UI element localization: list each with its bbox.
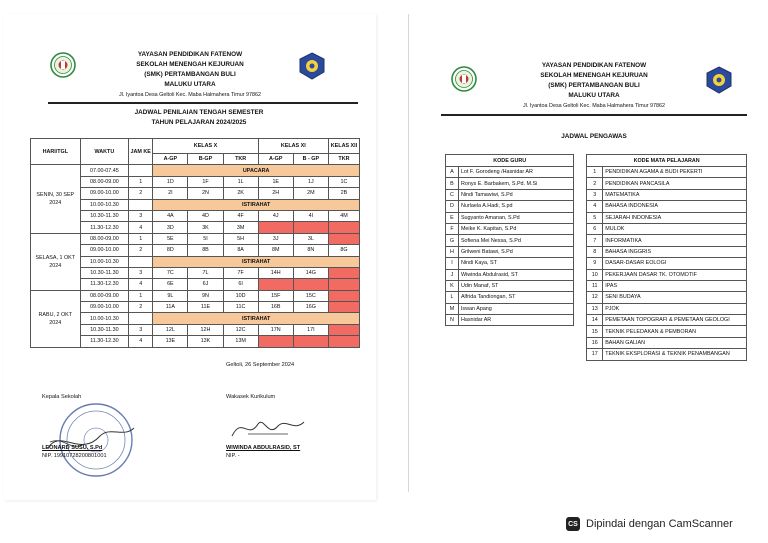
- header-kelas-x: KELAS X: [153, 139, 258, 154]
- subheader: A-GP: [258, 154, 293, 165]
- subject-name: INFORMATIKA: [603, 235, 747, 246]
- scanner-label: Dipindai dengan CamScanner: [586, 518, 733, 530]
- subject-cell: [258, 279, 293, 290]
- subject-number: 8: [587, 246, 603, 257]
- teacher-name: Meike K. Kapitan, S.Pd: [458, 223, 573, 234]
- subject-number: 3: [587, 189, 603, 200]
- supervisor-row: [446, 349, 747, 360]
- teacher-name: Sugyanto Amanan, S.Pd: [458, 212, 573, 223]
- schedule-row: [31, 188, 360, 199]
- letterhead-address: Jl. Iyantoa Desa Geltoli Kec. Maba Halmahera Timur 97862: [522, 103, 666, 109]
- subject-cell: 3L: [293, 233, 328, 244]
- subject-cell: 4M: [328, 210, 359, 221]
- time-cell: 10.00-10.30: [80, 313, 129, 324]
- subject-cell: 8G: [328, 245, 359, 256]
- subject-cell: 16B: [258, 302, 293, 313]
- subject-cell: 9N: [188, 290, 223, 301]
- subject-number: 11: [587, 280, 603, 291]
- schedule-row: [31, 302, 360, 313]
- jam-cell: 1: [129, 290, 153, 301]
- subject-name: TEKNIK PELEDAKAN & PEMBORAN: [603, 326, 747, 337]
- subject-number: 5: [587, 212, 603, 223]
- subject-name: MULOK: [603, 223, 747, 234]
- subject-cell: 1D: [153, 176, 188, 187]
- subject-cell: 7L: [188, 267, 223, 278]
- school-emblem-icon: [451, 66, 477, 92]
- curriculum-signature-block: [226, 393, 275, 401]
- letterhead-divider: [441, 114, 747, 116]
- subject-name: DASAR-DASAR EOLOGI: [603, 258, 747, 269]
- schedule-row: [31, 233, 360, 244]
- subject-cell: 11E: [188, 302, 223, 313]
- time-cell: 07.00-07.45: [80, 165, 129, 176]
- schedule-row: [31, 313, 360, 324]
- jam-cell: 3: [129, 210, 153, 221]
- subject-name: SEJARAH INDONESIA: [603, 212, 747, 223]
- jam-cell: 2: [129, 188, 153, 199]
- jam-cell: 4: [129, 222, 153, 233]
- letterhead-line2: SEKOLAH MENENGAH KEJURUAN: [136, 61, 244, 68]
- schedule-row: [31, 256, 360, 267]
- schedule-row: [31, 210, 360, 221]
- schedule-row: [31, 279, 360, 290]
- subject-name: PEMETAAN TOPOGRAFI & PEMETAAN GEOLOGI: [603, 315, 747, 326]
- subject-cell: 11A: [153, 302, 188, 313]
- subject-cell: 12L: [153, 324, 188, 335]
- subject-cell: 16G: [293, 302, 328, 313]
- jam-cell: 3: [129, 267, 153, 278]
- jam-cell: 2: [129, 302, 153, 313]
- principal-name: LEONARD SUSU, S.Pd: [42, 445, 103, 451]
- subject-cell: 11C: [223, 302, 258, 313]
- time-cell: 11.30-12.30: [80, 336, 129, 347]
- subject-cell: 10D: [223, 290, 258, 301]
- supervisor-row: [446, 178, 747, 189]
- subject-cell: 12C: [223, 324, 258, 335]
- subject-name: BAHASA INGGRIS: [603, 246, 747, 257]
- scanner-badge: [566, 516, 733, 532]
- subject-cell: 2M: [293, 188, 328, 199]
- supervisor-row: [446, 235, 747, 246]
- time-cell: 10.00-10.30: [80, 199, 129, 210]
- jam-cell: 2: [129, 245, 153, 256]
- subject-cell: 15C: [293, 290, 328, 301]
- schedule-row: [31, 267, 360, 278]
- jam-cell: [129, 313, 153, 324]
- subject-cell: 2N: [188, 188, 223, 199]
- subject-name: PJOK: [603, 303, 747, 314]
- city-date: Geltoli, 26 September 2024: [226, 362, 295, 368]
- left-page: [4, 14, 376, 500]
- wakasek-title: Wakasek Kurikulum: [226, 394, 276, 400]
- supervisor-row: [446, 212, 747, 223]
- time-cell: 10.30-11.30: [80, 210, 129, 221]
- subject-cell: [328, 279, 359, 290]
- header-hari: HARI/TGL: [31, 139, 81, 165]
- jam-cell: 4: [129, 336, 153, 347]
- subject-cell: [328, 302, 359, 313]
- day-label: RABU, 2 OKT 2024: [31, 290, 81, 347]
- supervisor-row: [446, 292, 747, 303]
- subject-cell: 2K: [223, 188, 258, 199]
- subject-cell: 15F: [258, 290, 293, 301]
- subject-number: 16: [587, 337, 603, 348]
- subject-number: 2: [587, 178, 603, 189]
- schedule-title-line2: TAHUN PELAJARAN 2024/2025: [151, 119, 247, 126]
- subject-cell: 8B: [188, 245, 223, 256]
- subject-cell: 6I: [223, 279, 258, 290]
- subject-cell: [328, 324, 359, 335]
- time-cell: 08.00-09.00: [80, 233, 129, 244]
- teacher-name: Lot F. Gorodeng /Hasnidar AR: [458, 167, 573, 178]
- letterhead-line4: MALUKU UTARA: [568, 92, 620, 99]
- subheader: B-GP: [188, 154, 223, 165]
- subject-cell: 5H: [223, 233, 258, 244]
- time-cell: 09.00-10.00: [80, 188, 129, 199]
- subject-cell: 1C: [328, 176, 359, 187]
- subject-cell: [328, 290, 359, 301]
- subject-cell: 8M: [258, 245, 293, 256]
- subject-cell: 4D: [188, 210, 223, 221]
- supervisor-row: [446, 167, 747, 178]
- supervisor-row: [446, 223, 747, 234]
- header-kode-mapel: KODE MATA PELAJARAN: [587, 155, 747, 167]
- subject-cell: 2B: [328, 188, 359, 199]
- subject-cell: 13E: [153, 336, 188, 347]
- school-emblem-icon: [50, 52, 76, 78]
- subject-cell: 14H: [258, 267, 293, 278]
- teacher-code: B: [446, 178, 459, 189]
- subject-name: BAHAN GALIAN: [603, 337, 747, 348]
- wakasek-nip: NIP. -: [226, 453, 240, 459]
- jam-cell: 4: [129, 279, 153, 290]
- subject-cell: 13K: [188, 336, 223, 347]
- subject-name: PENDIDIKAN AGAMA & BUDI PEKERTI: [603, 167, 747, 178]
- teacher-code: K: [446, 280, 459, 291]
- header-jam: JAM KE: [129, 139, 153, 165]
- subject-number: 12: [587, 292, 603, 303]
- day-label: SELASA, 1 OKT 2024: [31, 233, 81, 290]
- jam-cell: 1: [129, 176, 153, 187]
- subject-number: 14: [587, 315, 603, 326]
- time-cell: 09.00-10.00: [80, 245, 129, 256]
- subject-cell: 8N: [293, 245, 328, 256]
- subject-number: 10: [587, 269, 603, 280]
- letterhead-divider: [48, 102, 358, 104]
- teacher-name: Udin Manaf, ST: [458, 280, 573, 291]
- subject-number: 6: [587, 223, 603, 234]
- header-waktu: WAKTU: [80, 139, 129, 165]
- subject-cell: 8A: [223, 245, 258, 256]
- subject-cell: 5E: [153, 233, 188, 244]
- subject-number: 9: [587, 258, 603, 269]
- subject-cell: 3K: [188, 222, 223, 233]
- time-cell: 11.30-12.30: [80, 279, 129, 290]
- header-kelas-xii: KELAS XII: [328, 139, 359, 154]
- supervisor-row: [446, 303, 747, 314]
- teacher-name: Sofiena Mei Nessa, S.Pd: [458, 235, 573, 246]
- subject-number: 4: [587, 201, 603, 212]
- supervisor-row: [446, 315, 747, 326]
- supervisor-title: JADWAL PENGAWAS: [561, 133, 627, 140]
- teacher-code: N: [446, 315, 459, 326]
- subject-cell: [293, 222, 328, 233]
- subheader: B - GP: [293, 154, 328, 165]
- subheader: A-GP: [153, 154, 188, 165]
- official-stamp-icon: [40, 398, 138, 487]
- time-cell: 08.00-09.00: [80, 176, 129, 187]
- subject-cell: 14G: [293, 267, 328, 278]
- time-cell: 08.00-09.00: [80, 290, 129, 301]
- subject-cell: 6J: [188, 279, 223, 290]
- subject-name: PENDIDIKAN PANCASILA: [603, 178, 747, 189]
- government-emblem-icon: [298, 52, 326, 80]
- teacher-name: Iswan Apang: [458, 303, 573, 314]
- supervisor-row: [446, 337, 747, 348]
- letterhead-line3: (SMK) PERTAMBANGAN BULI: [548, 82, 640, 89]
- band-cell: ISTIRAHAT: [153, 256, 360, 267]
- subject-cell: 1J: [293, 176, 328, 187]
- header-kode-guru: KODE GURU: [446, 155, 574, 167]
- subject-cell: 12H: [188, 324, 223, 335]
- subject-cell: 5I: [188, 233, 223, 244]
- teacher-name: Alfrida Tandiongan, ST: [458, 292, 573, 303]
- supervisor-row: [446, 269, 747, 280]
- letterhead-line2: SEKOLAH MENENGAH KEJURUAN: [540, 72, 648, 79]
- subject-cell: 4F: [223, 210, 258, 221]
- exam-schedule-table: [30, 138, 360, 348]
- schedule-title-line1: JADWAL PENILAIAN TENGAH SEMESTER: [134, 109, 264, 116]
- teacher-name: Grilweni Batawi, S.Pd: [458, 246, 573, 257]
- subject-cell: 7F: [223, 267, 258, 278]
- subject-number: 17: [587, 349, 603, 360]
- time-cell: 09.00-10.00: [80, 302, 129, 313]
- teacher-code: E: [446, 212, 459, 223]
- teacher-name: Nindi Tamawiwi, S.Pd: [458, 189, 573, 200]
- subheader: TKR: [223, 154, 258, 165]
- band-cell: ISTIRAHAT: [153, 199, 360, 210]
- subject-cell: [328, 267, 359, 278]
- jam-cell: 1: [129, 233, 153, 244]
- jam-cell: [129, 256, 153, 267]
- jam-cell: [129, 165, 153, 176]
- teacher-code: H: [446, 246, 459, 257]
- subject-cell: 17N: [258, 324, 293, 335]
- subject-cell: [328, 336, 359, 347]
- schedule-row: [31, 199, 360, 210]
- letterhead-line1: YAYASAN PENDIDIKAN FATENOW: [541, 62, 647, 69]
- subject-number: 13: [587, 303, 603, 314]
- schedule-row: [31, 165, 360, 176]
- subject-cell: 4J: [258, 210, 293, 221]
- band-cell: ISTIRAHAT: [153, 313, 360, 324]
- camscanner-icon: CS: [566, 517, 580, 531]
- subject-cell: 1F: [188, 176, 223, 187]
- subject-cell: 13M: [223, 336, 258, 347]
- teacher-code: G: [446, 235, 459, 246]
- schedule-row: [31, 336, 360, 347]
- subject-cell: 2I: [153, 188, 188, 199]
- subject-name: TEKNIK EKSPLORASI & TEKNIK PENAMBANGAN: [603, 349, 747, 360]
- subject-cell: 4I: [293, 210, 328, 221]
- subject-number: 15: [587, 326, 603, 337]
- schedule-row: [31, 222, 360, 233]
- subject-cell: 8D: [153, 245, 188, 256]
- supervisor-row: [446, 258, 747, 269]
- subject-cell: 3J: [258, 233, 293, 244]
- subject-name: BAHASA INDONESIA: [603, 201, 747, 212]
- supervisor-row: [446, 326, 747, 337]
- teacher-code: I: [446, 258, 459, 269]
- government-emblem-icon: [705, 66, 733, 94]
- time-cell: 11.30-12.30: [80, 222, 129, 233]
- teacher-code: J: [446, 269, 459, 280]
- letterhead-line4: MALUKU UTARA: [164, 81, 216, 88]
- subject-cell: 6E: [153, 279, 188, 290]
- letterhead-line1: YAYASAN PENDIDIKAN FATENOW: [137, 51, 243, 58]
- principal-nip: NIP. 19910728200801001: [42, 453, 107, 459]
- subject-cell: 4A: [153, 210, 188, 221]
- teacher-code: D: [446, 201, 459, 212]
- supervisor-table: [445, 154, 747, 361]
- schedule-row: [31, 324, 360, 335]
- subheader: TKR: [328, 154, 359, 165]
- day-label: SENIN, 30 SEP 2024: [31, 165, 81, 233]
- supervisor-row: [446, 246, 747, 257]
- schedule-row: [31, 176, 360, 187]
- letterhead-line3: (SMK) PERTAMBANGAN BULI: [144, 71, 236, 78]
- schedule-row: [31, 245, 360, 256]
- subject-name: IPAS: [603, 280, 747, 291]
- schedule-row: [31, 290, 360, 301]
- teacher-code: A: [446, 167, 459, 178]
- subject-cell: 3M: [223, 222, 258, 233]
- subject-cell: [258, 222, 293, 233]
- supervisor-row: [446, 280, 747, 291]
- teacher-name: Nindi Kaya, ST: [458, 258, 573, 269]
- teacher-code: L: [446, 292, 459, 303]
- subject-cell: 1L: [223, 176, 258, 187]
- supervisor-row: [446, 189, 747, 200]
- subject-name: PEKERJAAN DASAR TK. OTOMOTIF: [603, 269, 747, 280]
- subject-cell: 3D: [153, 222, 188, 233]
- time-cell: 10.30-11.30: [80, 267, 129, 278]
- subject-number: 7: [587, 235, 603, 246]
- subject-cell: [258, 336, 293, 347]
- band-cell: UPACARA: [153, 165, 360, 176]
- subject-cell: 9L: [153, 290, 188, 301]
- letterhead-address: Jl. Iyantoa Desa Geltoli Kec. Maba Halmahera Timur 97862: [118, 92, 262, 98]
- teacher-name: Hasnidar AR: [458, 315, 573, 326]
- jam-cell: 3: [129, 324, 153, 335]
- subject-cell: 2H: [258, 188, 293, 199]
- teacher-name: Nurlaela A.Hadi, S.pd: [458, 201, 573, 212]
- jam-cell: [129, 199, 153, 210]
- right-page: [408, 14, 761, 492]
- subject-cell: 17I: [293, 324, 328, 335]
- teacher-name: Ronys E. Barbakem, S.Pd. M.Si: [458, 178, 573, 189]
- subject-cell: 7C: [153, 267, 188, 278]
- subject-cell: [328, 233, 359, 244]
- teacher-code: F: [446, 223, 459, 234]
- subject-name: SENI BUDAYA: [603, 292, 747, 303]
- wakasek-name: WIWINDA ABDULRASID, ST: [226, 445, 301, 451]
- subject-number: 1: [587, 167, 603, 178]
- subject-cell: 1E: [258, 176, 293, 187]
- teacher-name: Wiwinda Abdulrasid, ST: [458, 269, 573, 280]
- subject-cell: [293, 279, 328, 290]
- supervisor-row: [446, 201, 747, 212]
- teacher-code: C: [446, 189, 459, 200]
- time-cell: 10.00-10.30: [80, 256, 129, 267]
- time-cell: 10.30-11.30: [80, 324, 129, 335]
- subject-cell: [293, 336, 328, 347]
- schedule-title: [84, 108, 314, 128]
- teacher-code: M: [446, 303, 459, 314]
- subject-cell: [328, 222, 359, 233]
- header-kelas-xi: KELAS XI: [258, 139, 328, 154]
- subject-name: MATEMATIKA: [603, 189, 747, 200]
- principal-title: Kepala Sekolah: [42, 394, 82, 400]
